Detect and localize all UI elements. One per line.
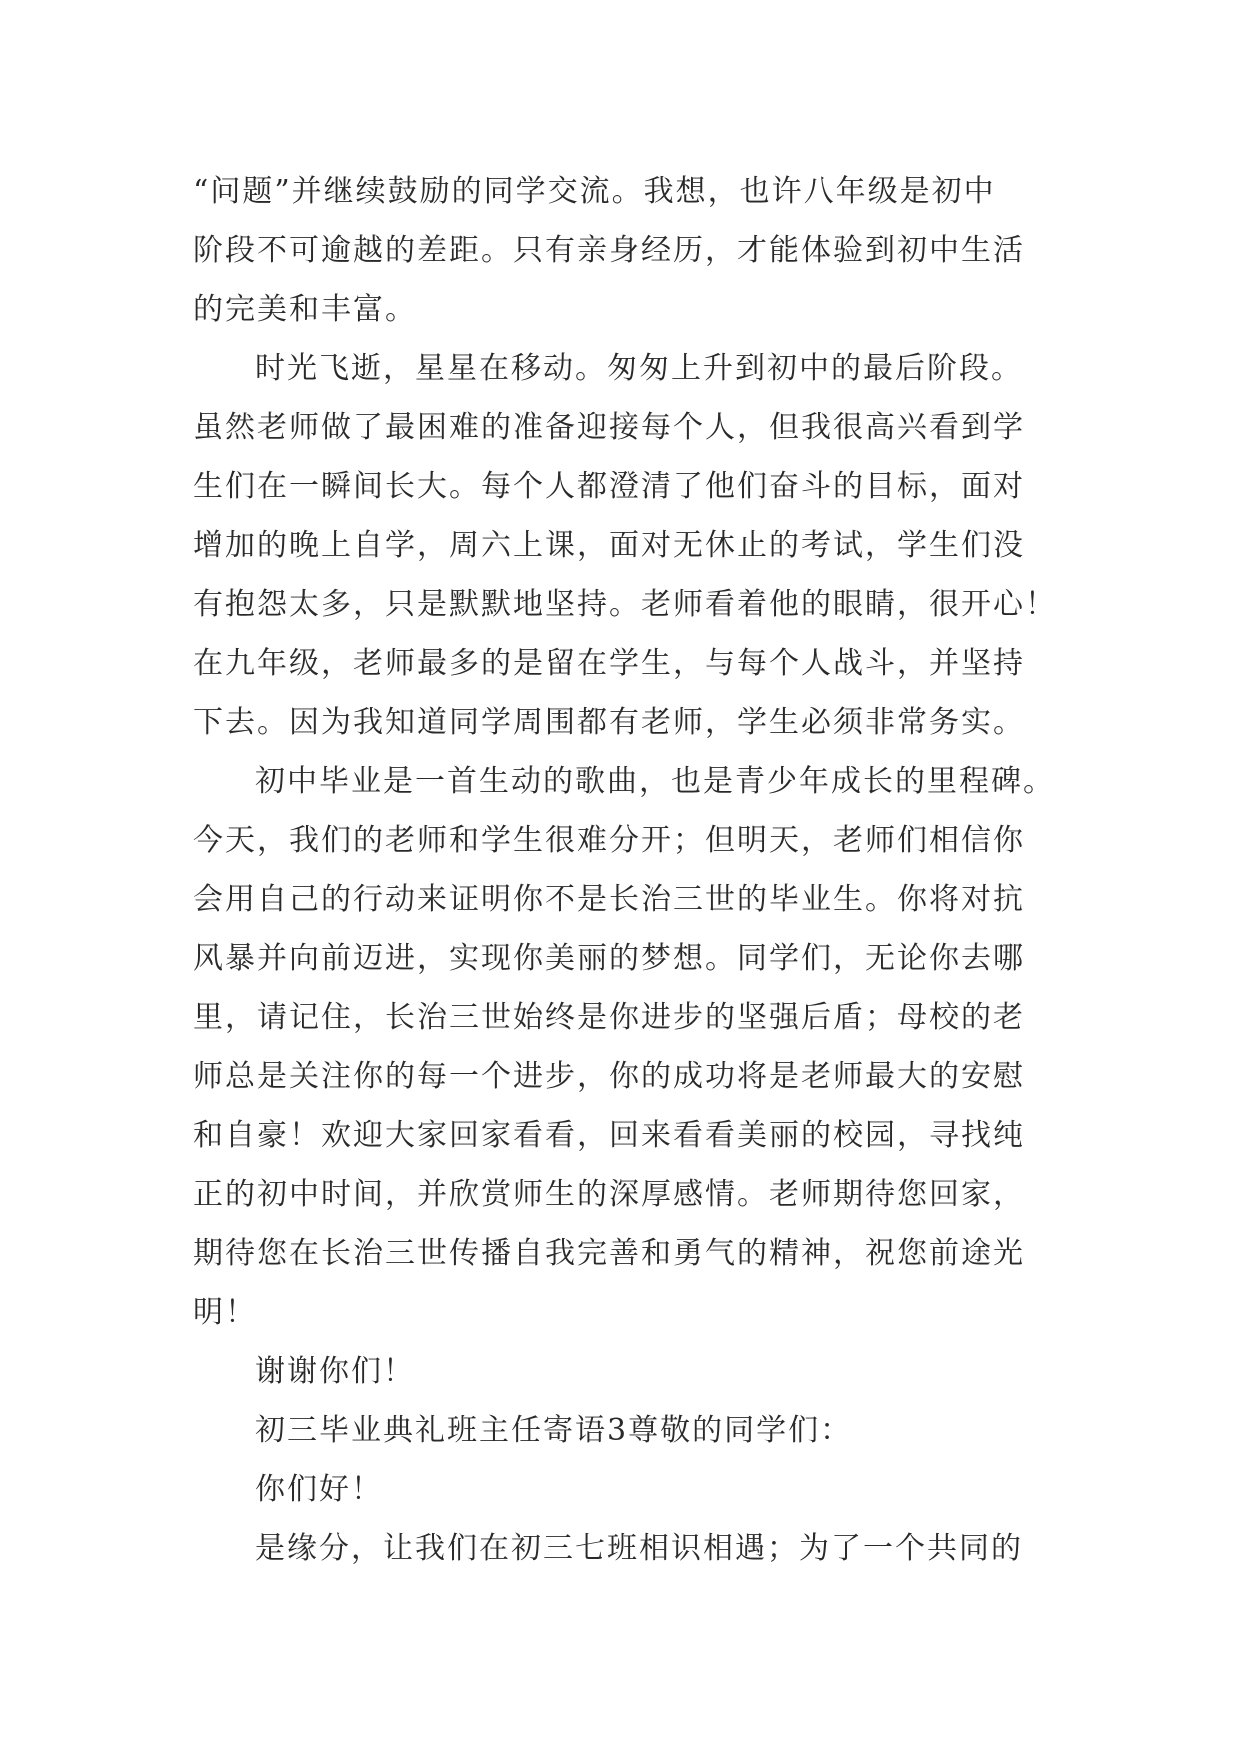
text-line: 谢谢你们！ — [255, 1354, 415, 1389]
text-line: “问题”并继续鼓励的同学交流。我想，也许八年级是初中 — [193, 174, 996, 209]
text-line: 你们好！ — [255, 1472, 383, 1507]
text-line: 生们在一瞬间长大。每个人都澄清了他们奋斗的目标，面对 — [193, 469, 1025, 504]
document-body — [193, 162, 1073, 1578]
text-line: 和自豪！欢迎大家回家看看，回来看看美丽的校园，寻找纯 — [193, 1118, 1025, 1153]
paragraph-2 — [193, 339, 1073, 752]
paragraph-greeting — [193, 1460, 1073, 1519]
text-line: 下去。因为我知道同学周围都有老师，学生必须非常务实。 — [193, 705, 1025, 740]
text-line: 明！ — [193, 1295, 257, 1330]
text-line: 的完美和丰富。 — [193, 292, 417, 327]
text-line: 今天，我们的老师和学生很难分开；但明天，老师们相信你 — [193, 823, 1025, 858]
text-line: 初三毕业典礼班主任寄语3尊敬的同学们： — [255, 1413, 853, 1448]
text-line: 阶段不可逾越的差距。只有亲身经历，才能体验到初中生活 — [193, 233, 1025, 268]
paragraph-1 — [193, 162, 1073, 339]
text-line: 期待您在长治三世传播自我完善和勇气的精神，祝您前途光 — [193, 1236, 1025, 1271]
text-line: 增加的晚上自学，周六上课，面对无休止的考试，学生们没 — [193, 528, 1025, 563]
text-line: 正的初中时间，并欣赏师生的深厚感情。老师期待您回家， — [193, 1177, 1025, 1212]
paragraph-3 — [193, 752, 1073, 1342]
text-line: 时光飞逝，星星在移动。匆匆上升到初中的最后阶段。 — [255, 351, 1023, 386]
text-line: 有抱怨太多，只是默默地坚持。老师看着他的眼睛，很开心！ — [193, 587, 1057, 622]
text-line: 师总是关注你的每一个进步，你的成功将是老师最大的安慰 — [193, 1059, 1025, 1094]
text-line: 里，请记住，长治三世始终是你进步的坚强后盾；母校的老 — [193, 1000, 1025, 1035]
paragraph-thanks — [193, 1342, 1073, 1401]
text-line: 风暴并向前迈进，实现你美丽的梦想。同学们，无论你去哪 — [193, 941, 1025, 976]
text-line: 是缘分，让我们在初三七班相识相遇；为了一个共同的 — [255, 1531, 1023, 1566]
text-line: 在九年级，老师最多的是留在学生，与每个人战斗，并坚持 — [193, 646, 1025, 681]
paragraph-last — [193, 1519, 1073, 1578]
text-line: 虽然老师做了最困难的准备迎接每个人，但我很高兴看到学 — [193, 410, 1025, 445]
text-line: 会用自己的行动来证明你不是长治三世的毕业生。你将对抗 — [193, 882, 1025, 917]
text-line: 初中毕业是一首生动的歌曲，也是青少年成长的里程碑。 — [255, 764, 1055, 799]
paragraph-heading — [193, 1401, 1073, 1460]
